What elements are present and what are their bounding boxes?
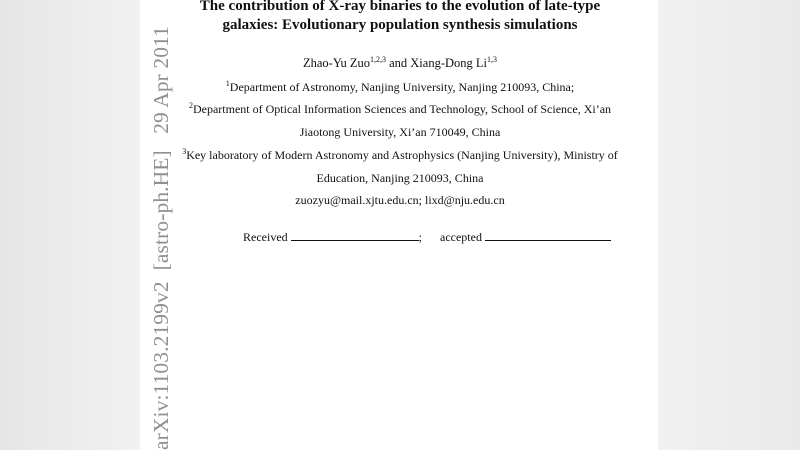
- arxiv-date: 29 Apr 2011: [149, 25, 173, 134]
- affiliation-1-text: Department of Astronomy, Nanjing University, Nanjing 210093, China;: [229, 80, 575, 94]
- author-2: Xiang-Dong Li: [410, 56, 488, 70]
- received-separator: ;: [418, 230, 422, 244]
- arxiv-category: [astro-ph.HE]: [149, 150, 173, 271]
- email-text: zuozyu@mail.xjtu.edu.cn; lixd@nju.edu.cn: [295, 193, 505, 207]
- affiliation-2-continued: [0, 125, 800, 140]
- arxiv-id: arXiv:1103.2199v2: [149, 281, 173, 450]
- accepted-label: accepted: [440, 230, 482, 244]
- author-2-affil-marks: 1,3: [487, 55, 498, 64]
- title-line-2: galaxies: Evolutionary population synthesis simulations: [222, 17, 578, 33]
- author-conjunction: and: [389, 56, 408, 70]
- author-1: Zhao-Yu Zuo: [302, 56, 370, 70]
- author-list: [0, 56, 800, 71]
- received-date-blank: [291, 230, 419, 241]
- affiliation-2-mark: 2: [188, 101, 193, 110]
- affiliation-2: [0, 102, 800, 117]
- affiliation-3-text-line-2: Education, Nanjing 210093, China: [316, 171, 484, 185]
- affiliation-3: [0, 148, 800, 163]
- affiliation-1-mark: 1: [225, 79, 230, 88]
- affiliation-2-text-line-1: Department of Optical Information Sciences and Technology, School of Science, Xi’an: [192, 102, 612, 116]
- received-accepted-line: [243, 230, 611, 245]
- paper-title: [0, 0, 800, 35]
- affiliation-3-continued: [0, 171, 800, 186]
- affiliation-2-text-line-2: Jiaotong University, Xi’an 710049, China: [299, 125, 501, 139]
- email-addresses: [0, 193, 800, 208]
- title-line-1: The contribution of X-ray binaries to the evolution of late-type: [199, 0, 601, 14]
- accepted-date-blank: [485, 230, 611, 241]
- author-1-affil-marks: 1,2,3: [369, 55, 386, 64]
- affiliation-1: [0, 80, 800, 95]
- affiliation-3-text-line-1: Key laboratory of Modern Astronomy and Astrophysics (Nanjing University), Ministry of: [186, 148, 618, 162]
- affiliation-3-mark: 3: [182, 147, 187, 156]
- received-label: Received: [243, 230, 288, 244]
